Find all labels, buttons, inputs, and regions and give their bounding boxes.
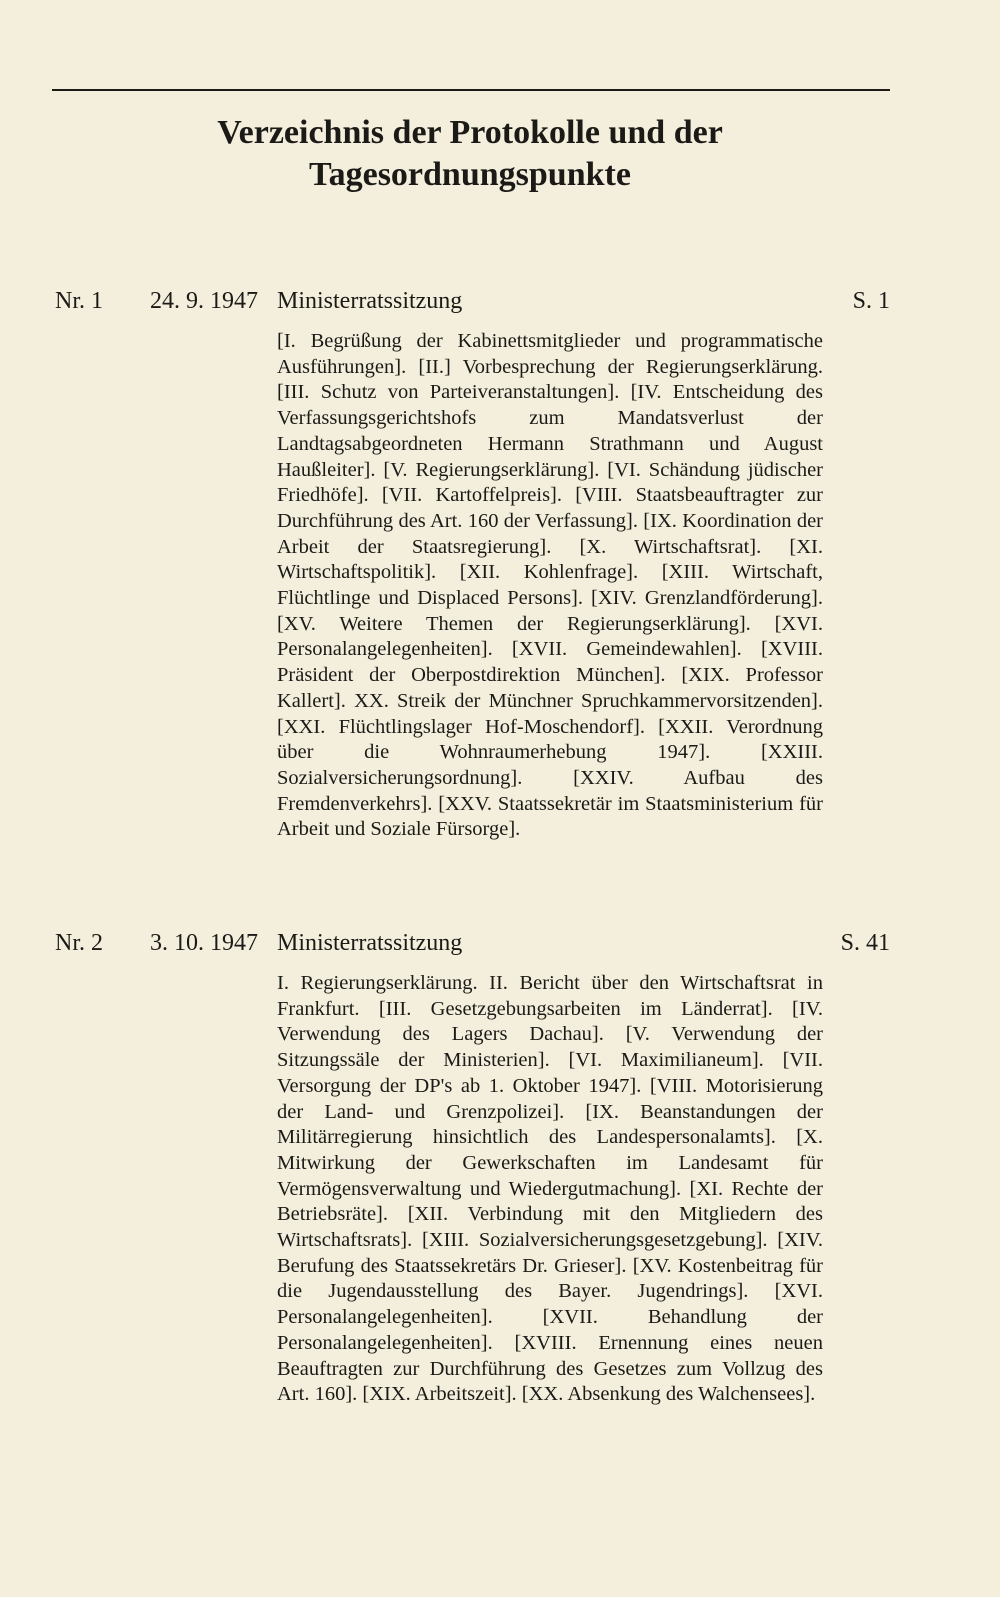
entry-header <box>0 284 1000 318</box>
entry-date: 3. 10. 1947 <box>150 930 258 956</box>
entry-page: S. 41 <box>840 930 890 956</box>
title-line-2: Tagesordnungspunkte <box>309 156 631 193</box>
entry-header <box>0 926 1000 960</box>
entry-date: 24. 9. 1947 <box>150 288 258 314</box>
entry-type: Ministerratssitzung <box>277 288 463 314</box>
entry-page: S. 1 <box>852 288 890 314</box>
entry-number: Nr. 2 <box>55 930 103 956</box>
title-line-1: Verzeichnis der Protokolle und der <box>217 114 723 151</box>
header-rule <box>52 89 890 91</box>
page-title <box>150 112 790 196</box>
entry-agenda: I. Regierungserklärung. II. Bericht über den Wirtschaftsrat in Frankfurt. [III. Gesetzgebungsarbeiten im Länderrat]. [IV. Verwendung des Lagers Dachau]. [V. Verwendung der Sitzungssäle der Ministerien]. [VI. Maximilianeum]. [VII. Versorgung der DP's ab 1. Oktober 1947]. [VIII. Motorisierung der Land- und Grenzpolizei]. [IX. Beanstandungen der Militärregierung hinsichtlich des Landespersonalamts]. [X. Mitwirkung der Gewerkschaften im Landesamt für Vermögensverwaltung und Wiedergutmachung]. [XI. Rechte der Betriebsräte]. [XII. Verbindung mit den Mitgliedern des Wirtschaftsrats]. [XIII. Sozialversicherungsgesetzgebung]. [XIV. Berufung des Staatssekretärs Dr. Grieser]. [XV. Kostenbeitrag für die Jugendausstellung des Bayer. Jugendrings]. [XVI. Personalangelegenheiten]. [XVII. Behandlung der Personalangelegenheiten]. [XVIII. Ernennung eines neuen Beauftragten zur Durchführung des Gesetzes zum Vollzug des Art. 160]. [XIX. Arbeitszeit]. [XX. Absenkung des Walchensees]. <box>277 972 823 1406</box>
entry-number: Nr. 1 <box>55 288 103 314</box>
entry-agenda: [I. Begrüßung der Kabinettsmitglieder und programmatische Ausführungen]. [II.] Vorbesprechung der Regierungserklärung. [III. Schutz von Parteiveranstaltungen]. [IV. Entscheidung des Verfassungsgerichtshofs zum Mandatsverlust der Landtagsabgeordneten Hermann Strathmann und August Haußleiter]. [V. Regierungserklärung]. [VI. Schändung jüdischer Friedhöfe]. [VII. Kartoffelpreis]. [VIII. Staatsbeauftragter zur Durchführung des Art. 160 der Verfassung]. [IX. Koordination der Arbeit der Staatsregierung]. [X. Wirtschaftsrat]. [XI. Wirtschaftspolitik]. [XII. Kohlenfrage]. [XIII. Wirtschaft, Flüchtlinge und Displaced Persons]. [XIV. Grenzlandförderung]. [XV. Weitere Themen der Regierungserklärung]. [XVI. Personalangelegenheiten]. [XVII. Gemeindewahlen]. [XVIII. Präsident der Oberpostdirektion München]. [XIX. Professor Kallert]. XX. Streik der Münchner Spruchkammervorsitzenden]. [XXI. Flüchtlingslager Hof-Moschendorf]. [XXII. Verordnung über die Wohnraumerhebung 1947]. [XXIII. Sozialversicherungsordnung]. [XXIV. Aufbau des Fremdenverkehrs]. [XXV. Staatssekretär im Staatsministerium für Arbeit und Soziale Fürsorge]. <box>277 330 823 841</box>
entry-type: Ministerratssitzung <box>277 930 463 956</box>
